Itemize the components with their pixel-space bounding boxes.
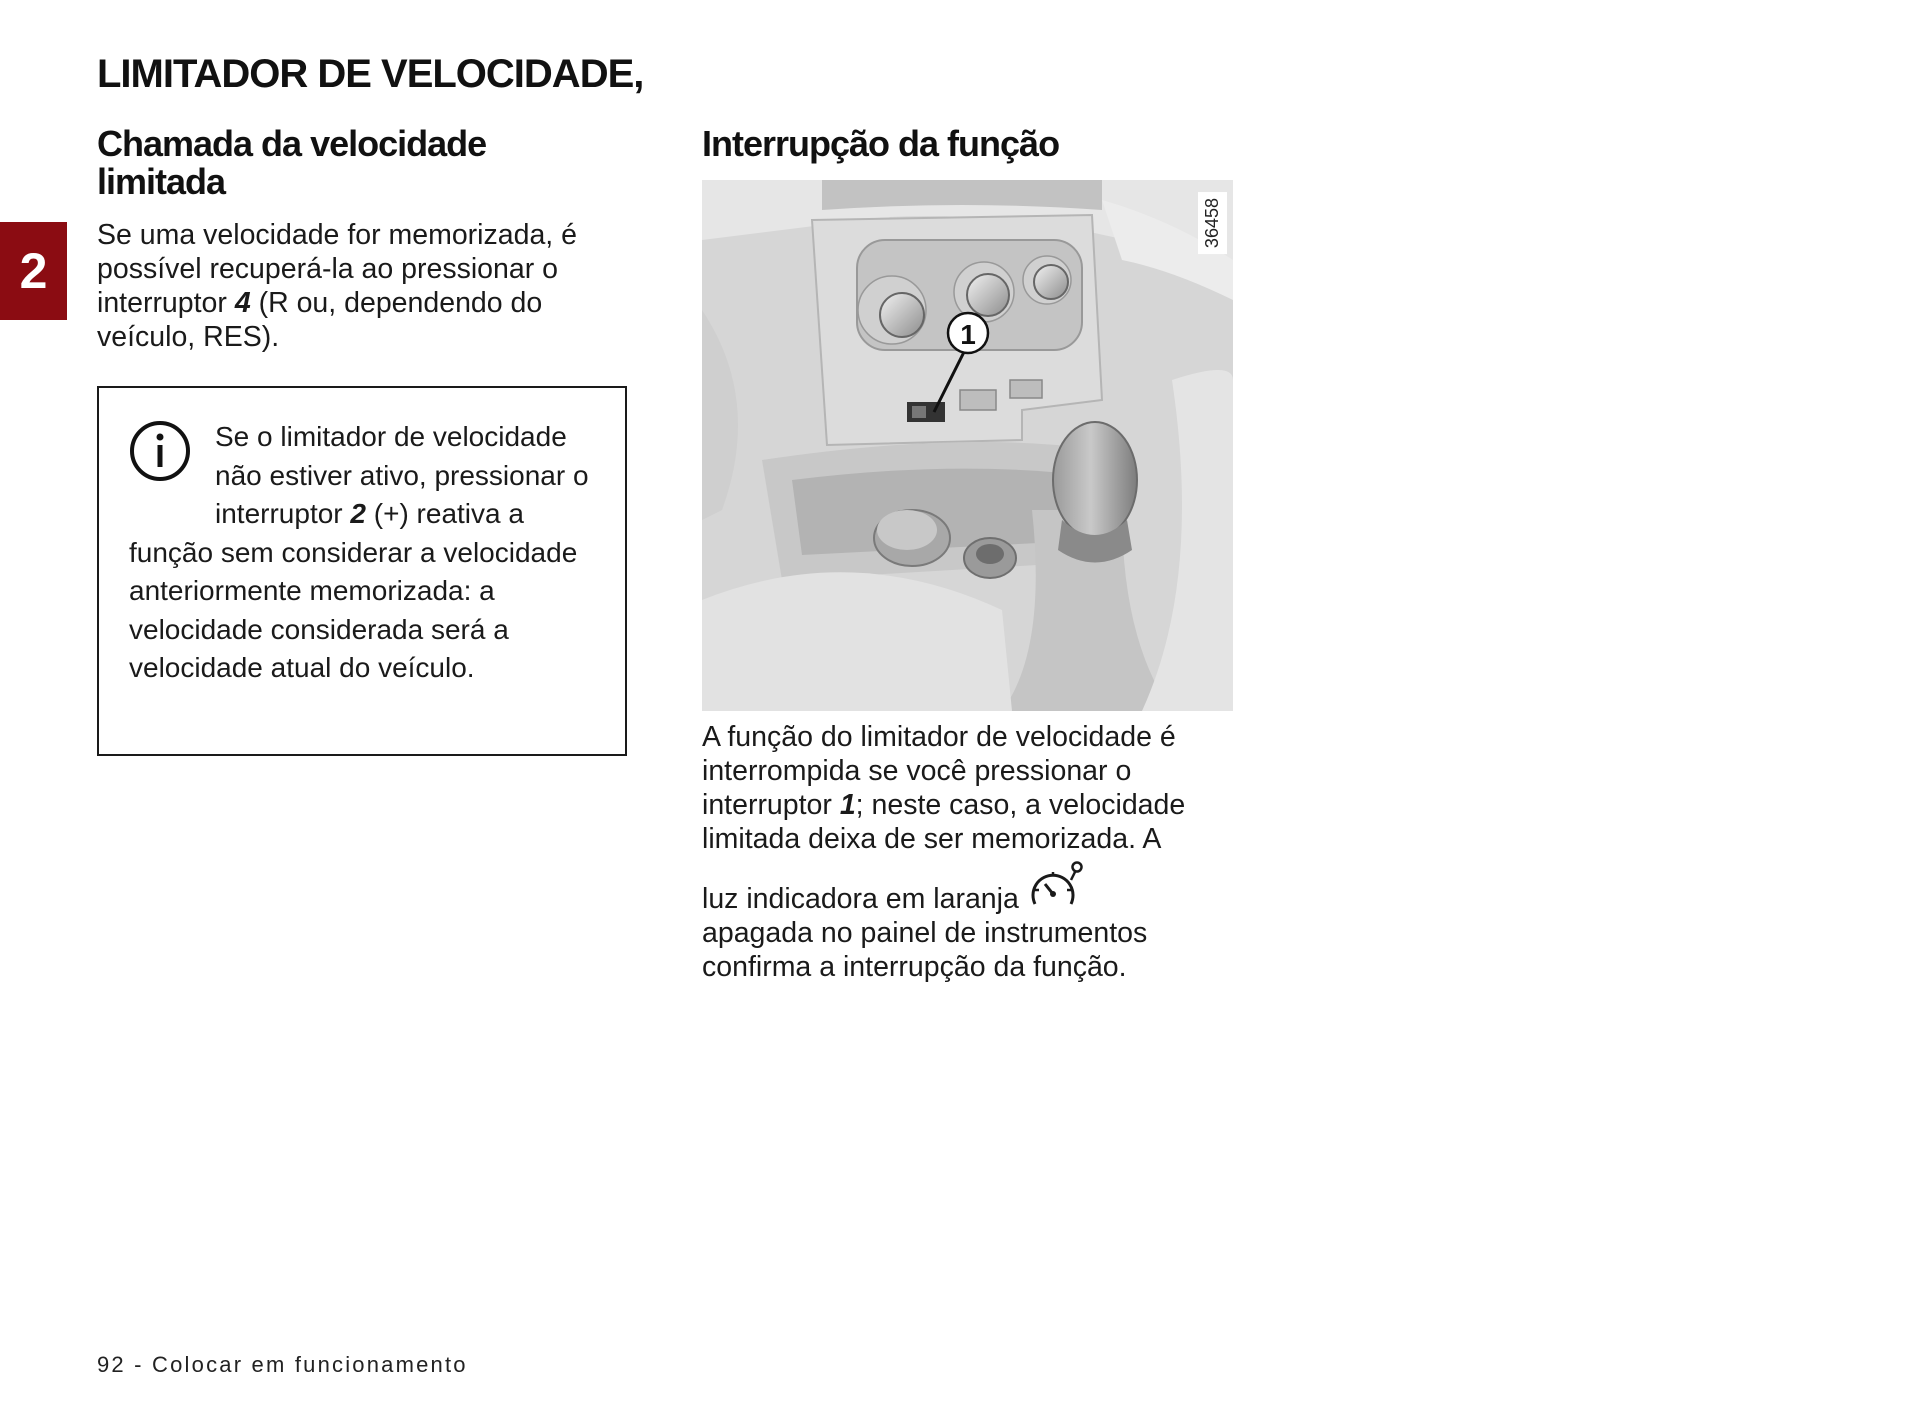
- callout-number: 1: [960, 319, 976, 350]
- console-figure: [702, 180, 1233, 711]
- switch-ref-1: 1: [839, 789, 856, 821]
- console-illustration: [702, 180, 1233, 711]
- chapter-tab: 2: [0, 222, 67, 320]
- recall-text-before: Se uma velocidade for memorizada, é possível recuperá-la ao pressionar o interruptor: [97, 219, 577, 319]
- section-heading-interruption: Interrupção da função: [702, 123, 1060, 164]
- page-title: LIMITADOR DE VELOCIDADE,: [97, 52, 644, 96]
- interruption-text-middle: ; neste caso, a velocidade limitada deixa de ser memorizada. A: [702, 789, 1186, 855]
- info-text: [129, 418, 599, 688]
- info-text-after: (+) reativa a função sem considerar a velocidade anteriormente memorizada: a velocidade considerada será a velocidade atual do veículo.: [129, 498, 578, 683]
- interruption-text-before: A função do limitador de velocidade é interrompida se você pressionar o interruptor: [702, 721, 1176, 821]
- switch-ref-4: 4: [234, 287, 251, 319]
- interruption-text-after: apagada no painel de instrumentos confirma a interrupção da função.: [702, 917, 1148, 983]
- interruption-text-line2: luz indicadora em laranja: [702, 883, 1019, 915]
- switch-ref-2: 2: [350, 498, 366, 529]
- recall-paragraph: [97, 218, 637, 354]
- info-text-before: Se o limitador de velocidade não estiver ativo, pressionar o interruptor: [215, 421, 589, 529]
- section-heading-recall: Chamada da velocidade limitada: [97, 123, 487, 202]
- page-footer: 92 - Colocar em funcionamento: [97, 1352, 468, 1377]
- speed-limiter-warning-icon: [1027, 860, 1087, 912]
- interruption-paragraph: [702, 720, 1242, 984]
- info-box: [97, 386, 627, 756]
- recall-text-after: (R ou, dependendo do veículo, RES).: [97, 287, 543, 353]
- figure-reference: 36458: [1198, 192, 1227, 254]
